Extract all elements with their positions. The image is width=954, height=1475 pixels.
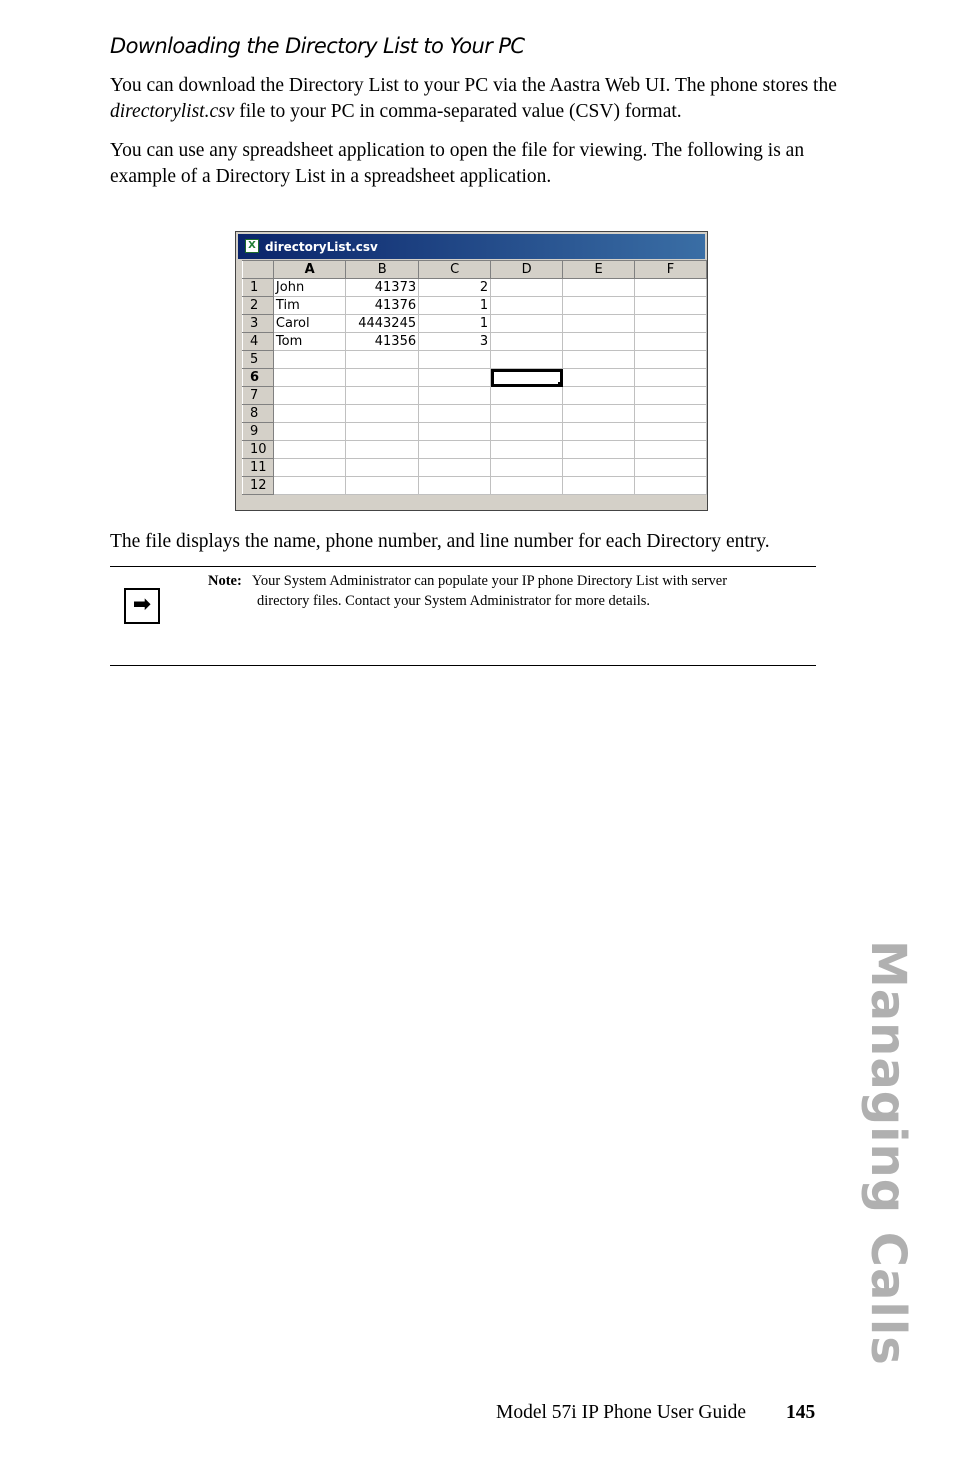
intro-paragraph	[110, 73, 850, 125]
row-header[interactable]: 9	[243, 423, 274, 441]
cell[interactable]: 2	[419, 279, 491, 297]
cell[interactable]	[273, 369, 345, 387]
filename-text: directorylist.csv	[110, 101, 235, 122]
cell[interactable]	[491, 315, 563, 333]
file-description-paragraph: The file displays the name, phone number, and line number for each Directory entry.	[110, 531, 770, 552]
cell[interactable]: 1	[419, 297, 491, 315]
cell[interactable]	[419, 423, 491, 441]
column-header-b[interactable]: B	[346, 261, 419, 279]
cell[interactable]	[491, 387, 563, 405]
cell[interactable]	[346, 369, 419, 387]
cell[interactable]	[563, 405, 635, 423]
intro-text-before: You can download the Directory List to your PC via the Aastra Web UI. The phone stores the	[110, 75, 837, 96]
cell[interactable]	[563, 441, 635, 459]
page-footer	[496, 1402, 815, 1424]
column-header-f[interactable]: F	[635, 261, 707, 279]
cell[interactable]	[273, 477, 345, 495]
cell[interactable]	[491, 441, 563, 459]
table-row	[243, 423, 707, 441]
cell[interactable]: Tim	[273, 297, 345, 315]
cell[interactable]	[491, 423, 563, 441]
cell[interactable]: 41373	[346, 279, 419, 297]
column-header-e[interactable]: E	[563, 261, 635, 279]
table-row	[243, 369, 707, 387]
cell[interactable]	[563, 459, 635, 477]
guide-title: Model 57i IP Phone User Guide	[496, 1402, 747, 1423]
cell[interactable]	[563, 369, 635, 387]
row-header[interactable]: 10	[243, 441, 274, 459]
cell[interactable]	[273, 459, 345, 477]
row-header[interactable]: 7	[243, 387, 274, 405]
cell[interactable]	[273, 387, 345, 405]
table-row	[243, 459, 707, 477]
cell[interactable]: 41376	[346, 297, 419, 315]
cell[interactable]	[273, 423, 345, 441]
cell[interactable]	[419, 477, 491, 495]
table-row	[243, 279, 707, 297]
row-header[interactable]: 8	[243, 405, 274, 423]
row-header[interactable]: 11	[243, 459, 274, 477]
row-header[interactable]: 4	[243, 333, 274, 351]
cell[interactable]: Tom	[273, 333, 345, 351]
table-row	[243, 405, 707, 423]
column-header-c[interactable]: C	[419, 261, 491, 279]
cell[interactable]	[635, 459, 707, 477]
cell[interactable]	[419, 369, 491, 387]
chapter-side-tab-label: Managing Calls	[860, 940, 916, 1366]
table-row	[243, 315, 707, 333]
note-label: Note:	[208, 573, 242, 589]
cell[interactable]	[563, 315, 635, 333]
cell[interactable]	[419, 387, 491, 405]
note-text-line2: directory files. Contact your System Administrator for more details.	[257, 593, 651, 609]
column-header-a[interactable]: A	[273, 261, 345, 279]
table-row	[243, 351, 707, 369]
chapter-side-tab	[860, 940, 916, 1366]
table-row	[243, 441, 707, 459]
cell[interactable]	[273, 405, 345, 423]
cell[interactable]	[635, 297, 707, 315]
cell[interactable]	[635, 477, 707, 495]
cell[interactable]	[346, 441, 419, 459]
cell[interactable]	[419, 441, 491, 459]
excel-icon: X	[245, 239, 259, 253]
cell[interactable]	[635, 441, 707, 459]
row-header[interactable]: 12	[243, 477, 274, 495]
cell[interactable]	[563, 423, 635, 441]
cell[interactable]	[491, 351, 563, 369]
row-header[interactable]: 1	[243, 279, 274, 297]
table-row	[243, 387, 707, 405]
cell[interactable]	[273, 351, 345, 369]
cell[interactable]	[346, 387, 419, 405]
cell[interactable]	[419, 351, 491, 369]
row-header[interactable]: 2	[243, 297, 274, 315]
cell[interactable]	[491, 333, 563, 351]
cell[interactable]	[346, 477, 419, 495]
cell[interactable]	[635, 315, 707, 333]
table-row	[243, 477, 707, 495]
page-number: 145	[786, 1402, 816, 1423]
spreadsheet-grid	[242, 260, 707, 495]
cell[interactable]	[491, 459, 563, 477]
column-header-d[interactable]: D	[491, 261, 563, 279]
cell[interactable]	[491, 477, 563, 495]
cell[interactable]	[563, 477, 635, 495]
intro-text-after: file to your PC in comma-separated value (CSV) format.	[234, 101, 682, 122]
cell[interactable]	[635, 351, 707, 369]
row-header[interactable]: 5	[243, 351, 274, 369]
cell[interactable]	[491, 405, 563, 423]
cell[interactable]	[419, 405, 491, 423]
spreadsheet-titlebar	[238, 234, 705, 259]
arrow-right-icon: ➡	[124, 588, 160, 624]
cell[interactable]	[273, 441, 345, 459]
cell[interactable]: John	[273, 279, 345, 297]
spreadsheet-window	[235, 231, 708, 511]
note-text-line1: Your System Administrator can populate your IP phone Directory List with server	[251, 573, 728, 589]
cell[interactable]: 41356	[346, 333, 419, 351]
cell[interactable]	[419, 459, 491, 477]
cell[interactable]	[635, 423, 707, 441]
cell[interactable]: 3	[419, 333, 491, 351]
cell[interactable]	[635, 405, 707, 423]
cell[interactable]	[491, 279, 563, 297]
cell[interactable]	[346, 351, 419, 369]
cell[interactable]	[563, 279, 635, 297]
cell[interactable]	[346, 423, 419, 441]
note-box	[208, 571, 818, 611]
cell[interactable]	[635, 279, 707, 297]
select-all-corner[interactable]	[243, 261, 274, 279]
table-row	[243, 297, 707, 315]
cell[interactable]	[635, 333, 707, 351]
cell[interactable]	[635, 369, 707, 387]
table-row	[243, 333, 707, 351]
section-heading: Downloading the Directory List to Your PC	[110, 34, 525, 58]
spreadsheet-paragraph: You can use any spreadsheet application to open the file for viewing. The following is an example of a Directory List in a spreadsheet application.	[110, 140, 805, 187]
cell[interactable]	[563, 351, 635, 369]
cell[interactable]	[635, 387, 707, 405]
cell[interactable]: 4443245	[346, 315, 419, 333]
cell[interactable]: Carol	[273, 315, 345, 333]
spreadsheet-title: directoryList.csv	[265, 240, 378, 254]
note-top-divider	[110, 566, 816, 567]
note-bottom-divider	[110, 665, 816, 666]
cell[interactable]	[563, 333, 635, 351]
cell[interactable]	[563, 387, 635, 405]
row-header-active[interactable]: 6	[243, 369, 274, 387]
cell[interactable]	[346, 459, 419, 477]
cell[interactable]	[491, 297, 563, 315]
cell[interactable]	[346, 405, 419, 423]
selected-cell[interactable]	[491, 369, 563, 387]
column-header-row	[243, 261, 707, 279]
cell[interactable]: 1	[419, 315, 491, 333]
cell[interactable]	[563, 297, 635, 315]
row-header[interactable]: 3	[243, 315, 274, 333]
